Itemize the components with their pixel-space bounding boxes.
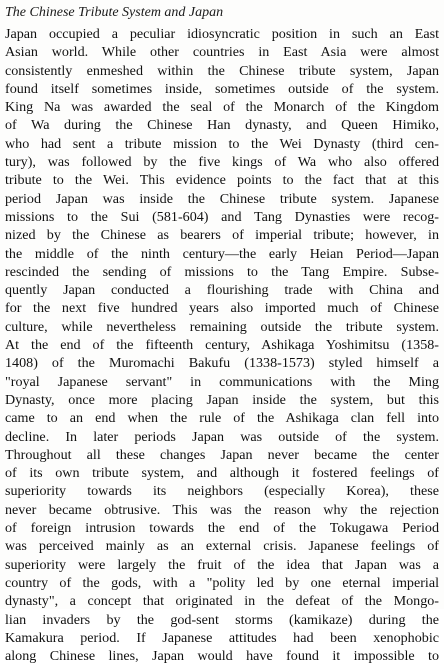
text-line: Kamakura period. If Japanese attitudes had been xenophobic <box>5 629 439 646</box>
text-line: superiority towards its neighbors (especially Korea), these <box>5 483 439 500</box>
text-line: "royal Japanese servant" in communications with the Ming <box>5 373 439 390</box>
text-line: consistently enmeshed within the Chinese tribute system, Japan <box>5 62 439 79</box>
text-line: King Na was awarded the seal of the Monarch of the Kingdom <box>5 99 439 116</box>
text-line: never became obtrusive. This was the reason why the rejection <box>5 501 439 518</box>
text-line: of Wa during the Chinese Han dynasty, and Queen Himiko, <box>5 117 439 134</box>
text-line: who had sent a tribute mission to the Wei Dynasty (third cen- <box>5 135 439 152</box>
text-line: decline. In later periods Japan was outside of the system. <box>5 428 439 445</box>
text-line: lian invaders by the god-sent storms (kamikaze) during the <box>5 611 439 628</box>
text-line: nized by the Chinese as bearers of imperial tribute; however, in <box>5 227 439 244</box>
text-line: Dynasty, once more placing Japan inside the system, but this <box>5 391 439 408</box>
text-line: Japan occupied a peculiar idiosyncratic position in such an East <box>5 26 439 42</box>
text-line: rescinded the sending of missions to the Tang Empire. Subse- <box>5 263 439 280</box>
text-line: tribute to the Wei. This evidence points to the fact that at this <box>5 172 439 189</box>
text-line: along Chinese lines, Japan would have found it impossible to <box>5 648 439 665</box>
text-line: the middle of the ninth century—the early Heian Period—Japan <box>5 245 439 262</box>
body-paragraph <box>5 25 439 665</box>
running-head: The Chinese Tribute System and Japan <box>5 5 224 20</box>
text-line: country of the gods, with a "polity led by one eternal imperial <box>5 574 439 591</box>
text-line: Asian world. While other countries in East Asia were almost <box>5 44 439 61</box>
text-line: missions to the Sui (581-604) and Tang Dynasties were recog- <box>5 208 439 225</box>
text-line: 1408) of the Muromachi Bakufu (1338-1573) styled himself a <box>5 355 439 372</box>
text-line: period Japan was inside the Chinese tribute system. Japanese <box>5 190 439 207</box>
text-line: found itself sometimes inside, sometimes outside of the system. <box>5 80 439 97</box>
text-line: superiority were largely the fruit of the idea that Japan was a <box>5 556 439 573</box>
text-line: culture, while nevertheless remaining outside the tribute system. <box>5 318 439 335</box>
text-line: was perceived mainly as an external crisis. Japanese feelings of <box>5 538 439 555</box>
text-line: Throughout all these changes Japan never became the center <box>5 446 439 463</box>
text-line: for the next five hundred years also imported much of Chinese <box>5 300 439 317</box>
text-line: came to an end when the rule of the Ashikaga clan fell into <box>5 410 439 427</box>
text-line: of foreign intrusion towards the end of the Tokugawa Period <box>5 520 439 537</box>
text-line: tury), was followed by the five kings of Wa who also offered <box>5 154 439 171</box>
text-line: At the end of the fifteenth century, Ashikaga Yoshimitsu (1358- <box>5 337 439 354</box>
text-line: dynasty", a concept that originated in the defeat of the Mongo- <box>5 593 439 610</box>
text-line: quently Japan conducted a flourishing trade with China and <box>5 282 439 299</box>
text-line: of its own tribute system, and although it fostered feelings of <box>5 465 439 482</box>
